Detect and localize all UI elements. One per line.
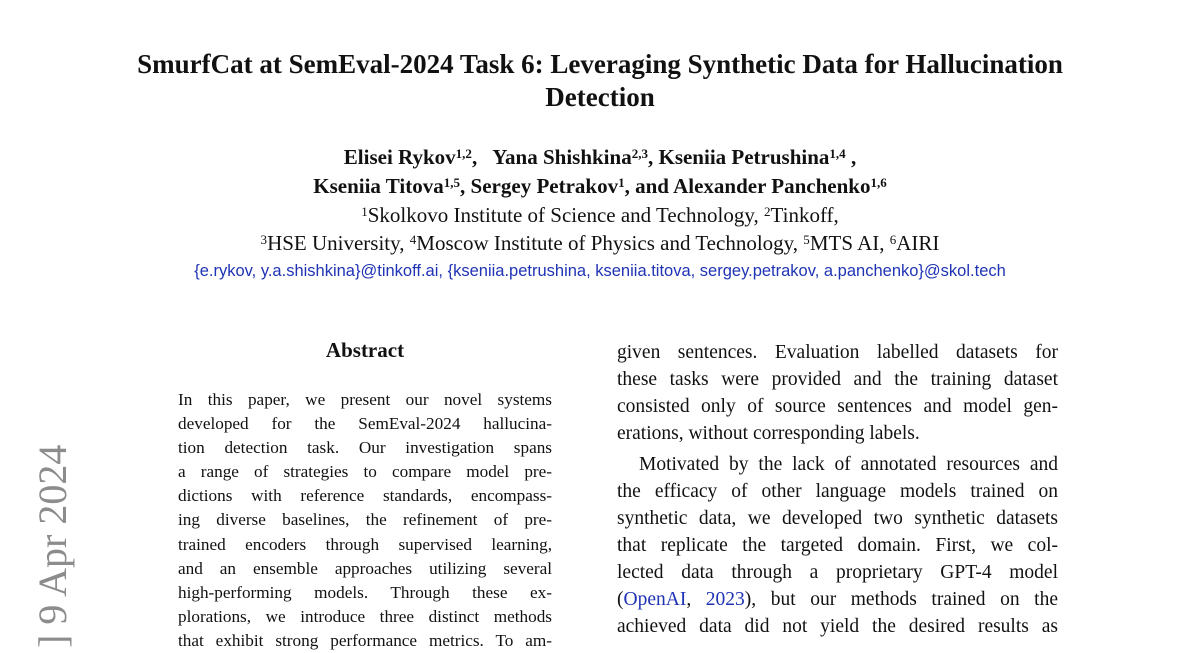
affiliation-name: AIRI	[896, 231, 940, 255]
body-line: the efficacy of other language models trained on	[617, 481, 1058, 502]
abstract-line: In this paper, we present our novel systems	[178, 390, 552, 409]
body-line: erations, without corresponding labels.	[617, 423, 920, 444]
affiliation-name: HSE University	[267, 231, 400, 255]
body-line: achieved data did not yield the desired results as	[617, 616, 1058, 637]
body-line-with-citation	[617, 586, 1058, 613]
affiliation-name: Tinkoff	[770, 203, 834, 227]
affiliation-number: 4	[409, 231, 417, 247]
abstract-line: ing diverse baselines, the refinement of pre-	[178, 510, 552, 530]
body-column-right	[617, 339, 1058, 640]
email-line: {e.rykov, y.a.shishkina}@tinkoff.ai, {kseniia.petrushina, kseniia.titova, sergey.petrakov, a.panchenko}@skol.tech	[194, 262, 1006, 280]
author-name: Sergey Petrakov	[470, 174, 619, 198]
abstract-line: plorations, we introduce three distinct methods	[178, 606, 552, 626]
abstract-line: tion detection task. Our investigation spans	[178, 438, 552, 458]
citation-paren-open: (	[617, 589, 624, 610]
author-affiliation-marker: 1,6	[870, 174, 887, 190]
author-list	[100, 143, 1100, 201]
body-line: that replicate the targeted domain. First, we col-	[617, 535, 1058, 556]
body-line: these tasks were provided and the training dataset	[617, 369, 1058, 390]
body-line: given sentences. Evaluation labelled datasets for	[617, 342, 1058, 363]
abstract-line: that exhibit strong performance metrics. To am-	[178, 630, 552, 650]
affiliation-line-1: $^1$Skolkovo Institute of Science and Technology, $^2$Tinkoff,	[361, 203, 839, 227]
author-name: Yana Shishkina	[492, 145, 632, 169]
affiliation-name: Moscow Institute of Physics and Technology	[416, 231, 793, 255]
affiliation-name: MTS AI	[809, 231, 880, 255]
author-name: Kseniia Petrushina	[658, 145, 830, 169]
affiliation-line-2: $^3$HSE University, $^4$Moscow Institute of Physics and Technology, $^5$MTS AI, $^6$AIRI	[260, 231, 940, 255]
abstract-line: a range of strategies to compare model pre-	[178, 462, 552, 482]
author-line-1: Elisei Rykov$^{1,2}$, Yana Shishkina$^{2,3}$, Kseniia Petrushina$^{1,4}$ ,	[343, 145, 857, 169]
arxiv-stamp: ] 9 Apr 2024	[30, 444, 75, 648]
email-address[interactable]: {kseniia.petrushina, kseniia.titova, sergey.petrakov, a.panchenko}@skol.tech	[447, 262, 1006, 280]
affiliation-number: 2	[764, 203, 771, 219]
citation-continuation: ), but our methods trained on the	[744, 589, 1059, 610]
abstract-body	[178, 388, 552, 653]
citation-separator: ,	[686, 589, 706, 610]
affiliation-list	[100, 201, 1100, 257]
citation-link-year[interactable]: 2023	[705, 589, 745, 610]
affiliation-number: 6	[889, 231, 897, 247]
body-line: lected data through a proprietary GPT-4 model	[617, 562, 1058, 583]
abstract-line: dictions with reference standards, encompass-	[178, 486, 552, 506]
body-line: consisted only of source sentences and model gen-	[617, 396, 1058, 417]
author-affiliation-marker: 1,4	[829, 145, 846, 161]
abstract-line: developed for the SemEval-2024 hallucina-	[178, 414, 552, 434]
paper-title: SmurfCat at SemEval-2024 Task 6: Leveraging Synthetic Data for Hallucination Detection	[137, 49, 1063, 112]
author-name: Kseniia Titova	[313, 174, 444, 198]
abstract-heading: Abstract	[325, 338, 405, 362]
citation-link-author[interactable]: OpenAI	[623, 589, 687, 610]
author-name: Elisei Rykov	[343, 145, 456, 169]
body-line: synthetic data, we developed two synthetic datasets	[617, 508, 1058, 529]
affiliation-number: 1	[361, 203, 368, 219]
abstract-line: and an ensemble approaches utilizing several	[178, 558, 552, 578]
affiliation-number: 3	[260, 231, 268, 247]
author-name: Alexander Panchenko	[673, 174, 871, 198]
email-address[interactable]: {e.rykov, y.a.shishkina}@tinkoff.ai	[194, 262, 439, 280]
affiliation-number: 5	[803, 231, 810, 247]
abstract-line: high-performing models. Through these ex-	[178, 582, 552, 602]
author-affiliation-marker: 1	[618, 174, 625, 190]
author-line-2: Kseniia Titova$^{1,5}$, Sergey Petrakov$^1$, and Alexander Panchenko$^{1,6}$	[313, 174, 887, 198]
author-affiliation-marker: 1,2	[455, 145, 472, 161]
body-line: Motivated by the lack of annotated resources and	[639, 454, 1058, 475]
abstract-line: trained encoders through supervised learning,	[178, 534, 552, 554]
affiliation-name: Skolkovo Institute of Science and Technology	[367, 203, 754, 227]
author-affiliation-marker: 1,5	[443, 174, 461, 190]
author-affiliation-marker: 2,3	[631, 145, 648, 161]
